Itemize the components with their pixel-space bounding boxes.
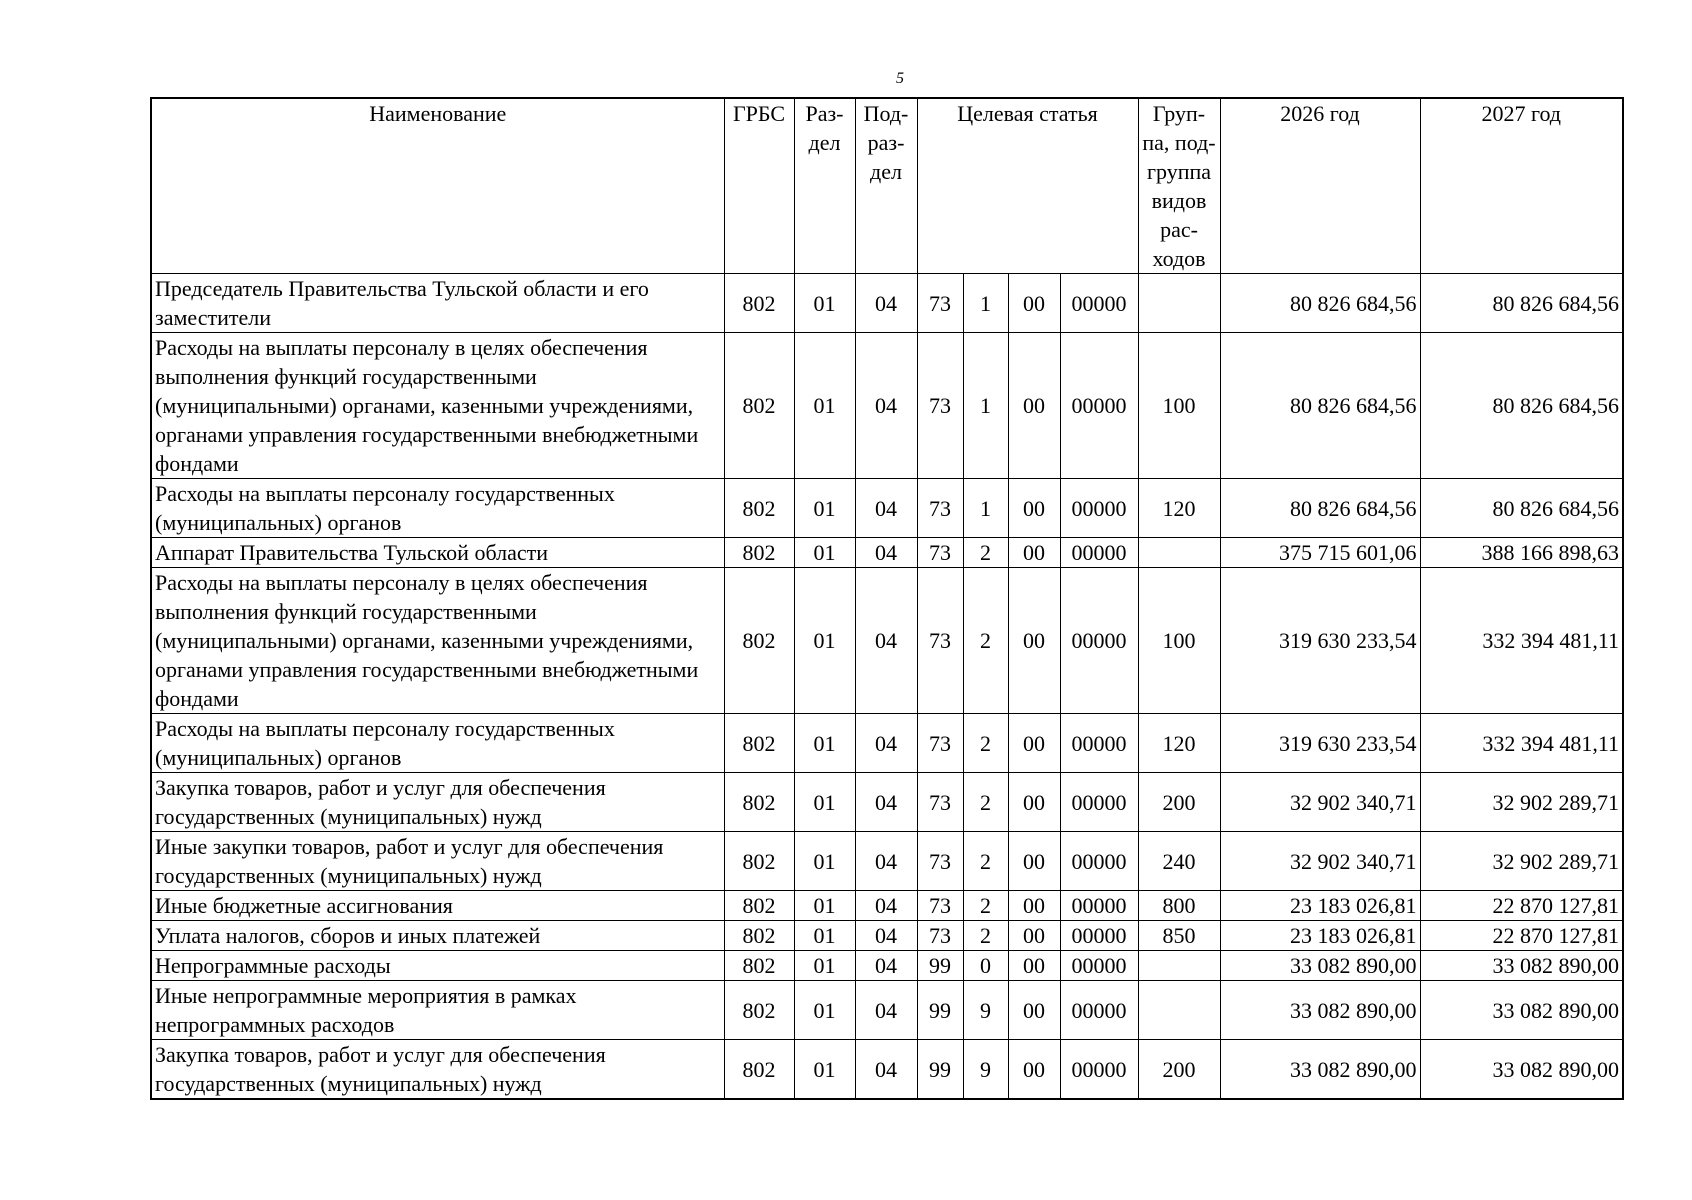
row-target-event: 00 xyxy=(1008,1040,1060,1100)
row-target-program: 99 xyxy=(917,981,963,1040)
row-target-event: 00 xyxy=(1008,274,1060,333)
row-razdel: 01 xyxy=(794,568,855,714)
row-grbs: 802 xyxy=(724,891,794,921)
table-row xyxy=(151,714,1623,773)
table-row xyxy=(151,479,1623,538)
row-name: Расходы на выплаты персоналу государственных (муниципальных) органов xyxy=(151,479,724,538)
row-target-direction: 00000 xyxy=(1060,568,1138,714)
row-amount-2026: 375 715 601,06 xyxy=(1220,538,1420,568)
row-target-event: 00 xyxy=(1008,921,1060,951)
row-target-direction: 00000 xyxy=(1060,274,1138,333)
row-podrazdel: 04 xyxy=(855,274,917,333)
row-target-subprogram: 1 xyxy=(963,333,1008,479)
table-row xyxy=(151,333,1623,479)
row-amount-2026: 32 902 340,71 xyxy=(1220,832,1420,891)
header-year-2026: 2026 год xyxy=(1220,98,1420,274)
row-amount-2027: 80 826 684,56 xyxy=(1420,274,1623,333)
row-razdel: 01 xyxy=(794,479,855,538)
row-target-program: 73 xyxy=(917,832,963,891)
header-target-article: Целевая статья xyxy=(917,98,1138,274)
row-target-subprogram: 2 xyxy=(963,714,1008,773)
row-target-subprogram: 9 xyxy=(963,1040,1008,1100)
row-target-event: 00 xyxy=(1008,981,1060,1040)
row-amount-2027: 388 166 898,63 xyxy=(1420,538,1623,568)
table-row xyxy=(151,921,1623,951)
row-target-event: 00 xyxy=(1008,479,1060,538)
table-body xyxy=(151,274,1623,1100)
row-expense-group: 850 xyxy=(1138,921,1220,951)
row-amount-2027: 32 902 289,71 xyxy=(1420,773,1623,832)
row-grbs: 802 xyxy=(724,274,794,333)
table-row xyxy=(151,1040,1623,1100)
row-amount-2026: 32 902 340,71 xyxy=(1220,773,1420,832)
row-target-subprogram: 1 xyxy=(963,479,1008,538)
row-grbs: 802 xyxy=(724,568,794,714)
row-target-program: 99 xyxy=(917,951,963,981)
row-target-program: 99 xyxy=(917,1040,963,1100)
row-amount-2027: 33 082 890,00 xyxy=(1420,951,1623,981)
row-amount-2026: 319 630 233,54 xyxy=(1220,568,1420,714)
row-grbs: 802 xyxy=(724,921,794,951)
row-expense-group xyxy=(1138,538,1220,568)
row-target-subprogram: 2 xyxy=(963,568,1008,714)
row-podrazdel: 04 xyxy=(855,951,917,981)
row-expense-group: 100 xyxy=(1138,333,1220,479)
row-target-direction: 00000 xyxy=(1060,1040,1138,1100)
row-amount-2026: 33 082 890,00 xyxy=(1220,951,1420,981)
row-target-event: 00 xyxy=(1008,538,1060,568)
row-amount-2027: 332 394 481,11 xyxy=(1420,714,1623,773)
table-row xyxy=(151,981,1623,1040)
row-target-direction: 00000 xyxy=(1060,479,1138,538)
row-name: Закупка товаров, работ и услуг для обеспечения государственных (муниципальных) нужд xyxy=(151,1040,724,1100)
row-name: Председатель Правительства Тульской области и его заместители xyxy=(151,274,724,333)
row-amount-2027: 32 902 289,71 xyxy=(1420,832,1623,891)
row-grbs: 802 xyxy=(724,538,794,568)
row-target-direction: 00000 xyxy=(1060,714,1138,773)
header-expense-group: Груп- па, под- группа видов рас- ходов xyxy=(1138,98,1220,274)
row-podrazdel: 04 xyxy=(855,981,917,1040)
row-target-event: 00 xyxy=(1008,568,1060,714)
row-podrazdel: 04 xyxy=(855,891,917,921)
row-podrazdel: 04 xyxy=(855,773,917,832)
row-target-direction: 00000 xyxy=(1060,538,1138,568)
row-expense-group: 100 xyxy=(1138,568,1220,714)
row-target-event: 00 xyxy=(1008,333,1060,479)
header-year-2027: 2027 год xyxy=(1420,98,1623,274)
table-row xyxy=(151,274,1623,333)
row-razdel: 01 xyxy=(794,714,855,773)
row-target-program: 73 xyxy=(917,714,963,773)
row-amount-2027: 80 826 684,56 xyxy=(1420,333,1623,479)
row-target-event: 00 xyxy=(1008,951,1060,981)
row-name: Закупка товаров, работ и услуг для обеспечения государственных (муниципальных) нужд xyxy=(151,773,724,832)
row-podrazdel: 04 xyxy=(855,832,917,891)
row-podrazdel: 04 xyxy=(855,479,917,538)
row-target-direction: 00000 xyxy=(1060,773,1138,832)
table-row xyxy=(151,832,1623,891)
row-podrazdel: 04 xyxy=(855,921,917,951)
row-razdel: 01 xyxy=(794,832,855,891)
header-name: Наименование xyxy=(151,98,724,274)
row-name: Иные непрограммные мероприятия в рамках непрограммных расходов xyxy=(151,981,724,1040)
row-expense-group: 200 xyxy=(1138,1040,1220,1100)
row-amount-2027: 22 870 127,81 xyxy=(1420,921,1623,951)
row-expense-group: 120 xyxy=(1138,714,1220,773)
row-name: Расходы на выплаты персоналу в целях обеспечения выполнения функций государственными (муниципальными) органами, казенными учреждениями, органами управления государственными внебюджетными фондами xyxy=(151,333,724,479)
row-target-program: 73 xyxy=(917,333,963,479)
row-amount-2026: 80 826 684,56 xyxy=(1220,274,1420,333)
header-podrazdel: Под- раз- дел xyxy=(855,98,917,274)
row-target-program: 73 xyxy=(917,538,963,568)
row-name: Расходы на выплаты персоналу в целях обеспечения выполнения функций государственными (муниципальными) органами, казенными учреждениями, органами управления государственными внебюджетными фондами xyxy=(151,568,724,714)
row-amount-2026: 319 630 233,54 xyxy=(1220,714,1420,773)
row-target-program: 73 xyxy=(917,479,963,538)
row-target-direction: 00000 xyxy=(1060,951,1138,981)
row-expense-group xyxy=(1138,951,1220,981)
row-grbs: 802 xyxy=(724,1040,794,1100)
row-razdel: 01 xyxy=(794,981,855,1040)
row-target-direction: 00000 xyxy=(1060,891,1138,921)
row-grbs: 802 xyxy=(724,981,794,1040)
row-razdel: 01 xyxy=(794,538,855,568)
table-row xyxy=(151,538,1623,568)
row-target-direction: 00000 xyxy=(1060,832,1138,891)
page-number: 5 xyxy=(896,70,904,87)
row-name: Иные бюджетные ассигнования xyxy=(151,891,724,921)
row-target-program: 73 xyxy=(917,921,963,951)
row-podrazdel: 04 xyxy=(855,333,917,479)
row-razdel: 01 xyxy=(794,951,855,981)
row-target-event: 00 xyxy=(1008,714,1060,773)
row-razdel: 01 xyxy=(794,333,855,479)
row-target-subprogram: 2 xyxy=(963,891,1008,921)
row-podrazdel: 04 xyxy=(855,568,917,714)
row-amount-2026: 80 826 684,56 xyxy=(1220,333,1420,479)
budget-table xyxy=(150,97,1624,1100)
row-expense-group: 240 xyxy=(1138,832,1220,891)
row-target-direction: 00000 xyxy=(1060,921,1138,951)
row-amount-2027: 332 394 481,11 xyxy=(1420,568,1623,714)
row-razdel: 01 xyxy=(794,773,855,832)
row-target-event: 00 xyxy=(1008,773,1060,832)
row-target-subprogram: 0 xyxy=(963,951,1008,981)
row-grbs: 802 xyxy=(724,773,794,832)
row-target-program: 73 xyxy=(917,568,963,714)
row-razdel: 01 xyxy=(794,921,855,951)
row-amount-2026: 33 082 890,00 xyxy=(1220,1040,1420,1100)
row-target-subprogram: 2 xyxy=(963,773,1008,832)
row-grbs: 802 xyxy=(724,479,794,538)
row-target-subprogram: 2 xyxy=(963,921,1008,951)
row-target-subprogram: 9 xyxy=(963,981,1008,1040)
row-grbs: 802 xyxy=(724,714,794,773)
row-name: Расходы на выплаты персоналу государственных (муниципальных) органов xyxy=(151,714,724,773)
row-target-subprogram: 2 xyxy=(963,832,1008,891)
row-grbs: 802 xyxy=(724,951,794,981)
row-target-subprogram: 2 xyxy=(963,538,1008,568)
row-amount-2026: 23 183 026,81 xyxy=(1220,921,1420,951)
row-amount-2026: 23 183 026,81 xyxy=(1220,891,1420,921)
row-amount-2026: 80 826 684,56 xyxy=(1220,479,1420,538)
row-name: Уплата налогов, сборов и иных платежей xyxy=(151,921,724,951)
row-grbs: 802 xyxy=(724,333,794,479)
table-row xyxy=(151,773,1623,832)
header-grbs: ГРБС xyxy=(724,98,794,274)
row-name: Иные закупки товаров, работ и услуг для обеспечения государственных (муниципальных) нужд xyxy=(151,832,724,891)
row-razdel: 01 xyxy=(794,274,855,333)
table-header-row xyxy=(151,98,1623,274)
row-target-event: 00 xyxy=(1008,832,1060,891)
row-amount-2027: 33 082 890,00 xyxy=(1420,981,1623,1040)
row-amount-2027: 80 826 684,56 xyxy=(1420,479,1623,538)
row-razdel: 01 xyxy=(794,891,855,921)
table-row xyxy=(151,568,1623,714)
row-target-program: 73 xyxy=(917,891,963,921)
row-expense-group: 200 xyxy=(1138,773,1220,832)
row-amount-2026: 33 082 890,00 xyxy=(1220,981,1420,1040)
row-name: Аппарат Правительства Тульской области xyxy=(151,538,724,568)
table-row xyxy=(151,951,1623,981)
row-expense-group: 120 xyxy=(1138,479,1220,538)
row-expense-group xyxy=(1138,274,1220,333)
row-grbs: 802 xyxy=(724,832,794,891)
row-name: Непрограммные расходы xyxy=(151,951,724,981)
row-expense-group xyxy=(1138,981,1220,1040)
table-row xyxy=(151,891,1623,921)
row-target-direction: 00000 xyxy=(1060,981,1138,1040)
row-target-subprogram: 1 xyxy=(963,274,1008,333)
row-amount-2027: 33 082 890,00 xyxy=(1420,1040,1623,1100)
row-target-direction: 00000 xyxy=(1060,333,1138,479)
row-podrazdel: 04 xyxy=(855,714,917,773)
row-target-program: 73 xyxy=(917,274,963,333)
row-podrazdel: 04 xyxy=(855,538,917,568)
row-target-event: 00 xyxy=(1008,891,1060,921)
row-podrazdel: 04 xyxy=(855,1040,917,1100)
row-target-program: 73 xyxy=(917,773,963,832)
header-razdel: Раз- дел xyxy=(794,98,855,274)
row-razdel: 01 xyxy=(794,1040,855,1100)
row-amount-2027: 22 870 127,81 xyxy=(1420,891,1623,921)
row-expense-group: 800 xyxy=(1138,891,1220,921)
